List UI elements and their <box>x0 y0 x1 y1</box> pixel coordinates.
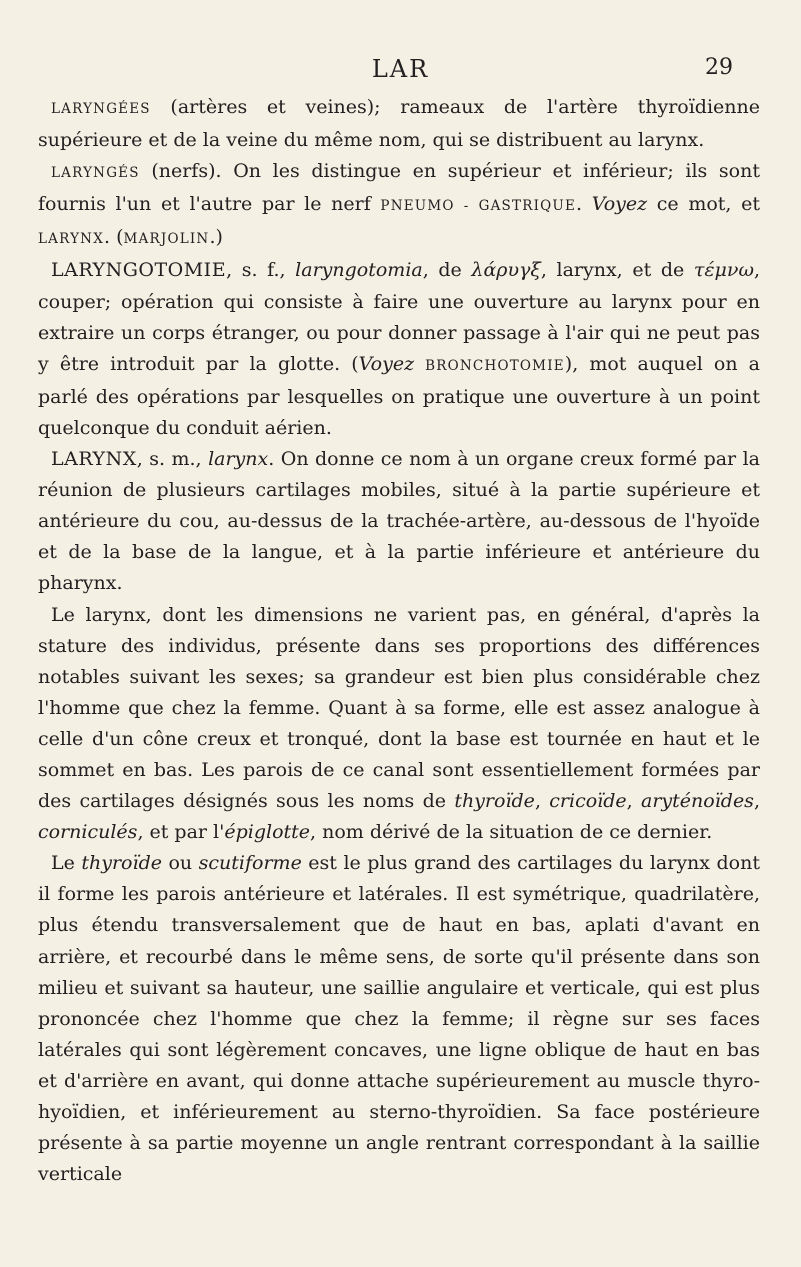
paragraph-larynx-dimensions <box>38 600 760 849</box>
entry-text: Le larynx, dont les dimensions ne varient pas, en général, d'après la stature des individus, présente dans ses proportions des différences notables suivant les sexes; sa grandeur est bien plus considérable chez l'homme que chez la femme. Quant à sa forme, elle est assez analogue à celle d'un cône creux et tronqué, dont la base est tournée en haut et le sommet en bas. Les parois de ce canal sont essentiellement formées par des cartilages désignés sous les noms de <box>38 603 760 813</box>
entry-headword: LARYNX <box>51 448 137 471</box>
page-number: 29 <box>705 55 733 80</box>
entry-laryngotomie <box>38 255 760 444</box>
entry-text: , et par l' <box>137 821 225 844</box>
latin-term: laryngotomia <box>295 259 423 282</box>
entry-text: , larynx, et de <box>540 259 694 282</box>
entry-text: Le <box>51 852 82 875</box>
entry-text: (nerfs). On les distingue en supérieur et inférieur; ils sont fournis l'un et l'autre par le nerf <box>38 160 760 216</box>
entry-text: .) <box>209 226 223 249</box>
voyez-label: Voyez <box>591 193 648 216</box>
entry-text: , s. f., <box>226 259 296 282</box>
entry-text: . ( <box>104 226 124 249</box>
cross-reference: BRONCHOTOMIE <box>425 357 565 374</box>
italic-term: scutiforme <box>198 852 302 875</box>
entry-text: ), mot auquel on a parlé des opérations par lesquelles on pratique une ouverture à un point quelconque du conduit aérien. <box>38 352 760 439</box>
entry-text: . <box>576 193 592 216</box>
italic-term: thyroïde <box>81 852 162 875</box>
entry-text <box>414 353 425 375</box>
italic-term: corniculés <box>38 821 138 844</box>
cross-reference: LARYNX <box>38 231 104 248</box>
page-body <box>38 92 760 1190</box>
page-header <box>0 55 801 85</box>
entry-laryngees <box>38 92 760 156</box>
italic-term: aryténoïdes <box>641 790 754 813</box>
cross-reference: PNEUMO - GASTRIQUE <box>380 198 577 215</box>
author-signature: MARJOLIN <box>123 231 210 248</box>
latin-term: larynx <box>208 448 269 471</box>
entry-term: LARYNGÉS <box>51 165 140 182</box>
entry-text: , s. m., <box>136 448 209 471</box>
italic-term: thyroïde <box>454 790 535 813</box>
entry-text: , <box>534 790 550 813</box>
entry-text: , couper; opération qui consiste à faire une ouverture au larynx pour en extraire un corps étranger, ou pour donner passage à l'air qui ne peut pas y être introduit par la glotte. ( <box>38 259 760 375</box>
italic-term: épiglotte <box>224 821 311 844</box>
entry-text: ce mot, et <box>647 193 760 216</box>
entry-text: . On donne ce nom à un organe creux formé par la réunion de plusieurs cartilages mobiles, situé à la partie supérieure et antérieure du cou, au-dessus de la trachée-artère, au-dessous de l'hyoïde et de la base de la langue, et à la partie inférieure et antérieure du pharynx. <box>38 448 760 595</box>
entry-larynx <box>38 444 760 599</box>
entry-text: (artères et veines); rameaux de l'artère thyroïdienne supérieure et de la veine du même nom, qui se distribuent au larynx. <box>38 96 760 152</box>
entry-headword: LARYNGOTOMIE <box>51 259 227 282</box>
entry-text: , <box>626 790 641 813</box>
entry-term: LARYNGÉES <box>51 101 151 117</box>
running-head: LAR <box>371 55 430 83</box>
entry-larynges <box>38 156 760 255</box>
voyez-label: Voyez <box>358 352 415 375</box>
greek-term: τέμνω <box>693 259 754 282</box>
entry-text: est le plus grand des cartilages du larynx dont il forme les parois antérieure et latérales. Il est symétrique, quadrilatère, plus étendu transversalement que de haut en bas, aplati d'avant en arrière, et recourbé dans le même sens, de sorte qu'il présente dans son milieu et suivant sa hauteur, une saillie angulaire et verticale, qui est plus prononcée chez l'homme que chez la femme; il règne sur ses faces latérales qui sont légèrement concaves, une ligne oblique de haut en bas et d'arrière en avant, qui donne attache supérieurement au muscle thyro-hyoïdien, et inférieurement au sterno-thyroïdien. Sa face postérieure présente à sa partie moyenne un angle rentrant correspondant à la saillie verticale <box>38 852 760 1186</box>
paragraph-thyroide <box>38 848 760 1190</box>
entry-text: , nom dérivé de la situation de ce dernier. <box>310 821 713 844</box>
entry-text: ou <box>161 852 199 875</box>
entry-text: , <box>753 790 760 813</box>
entry-text: , de <box>422 259 472 282</box>
greek-term: λάρυγξ <box>471 259 541 282</box>
italic-term: cricoïde <box>549 790 627 813</box>
